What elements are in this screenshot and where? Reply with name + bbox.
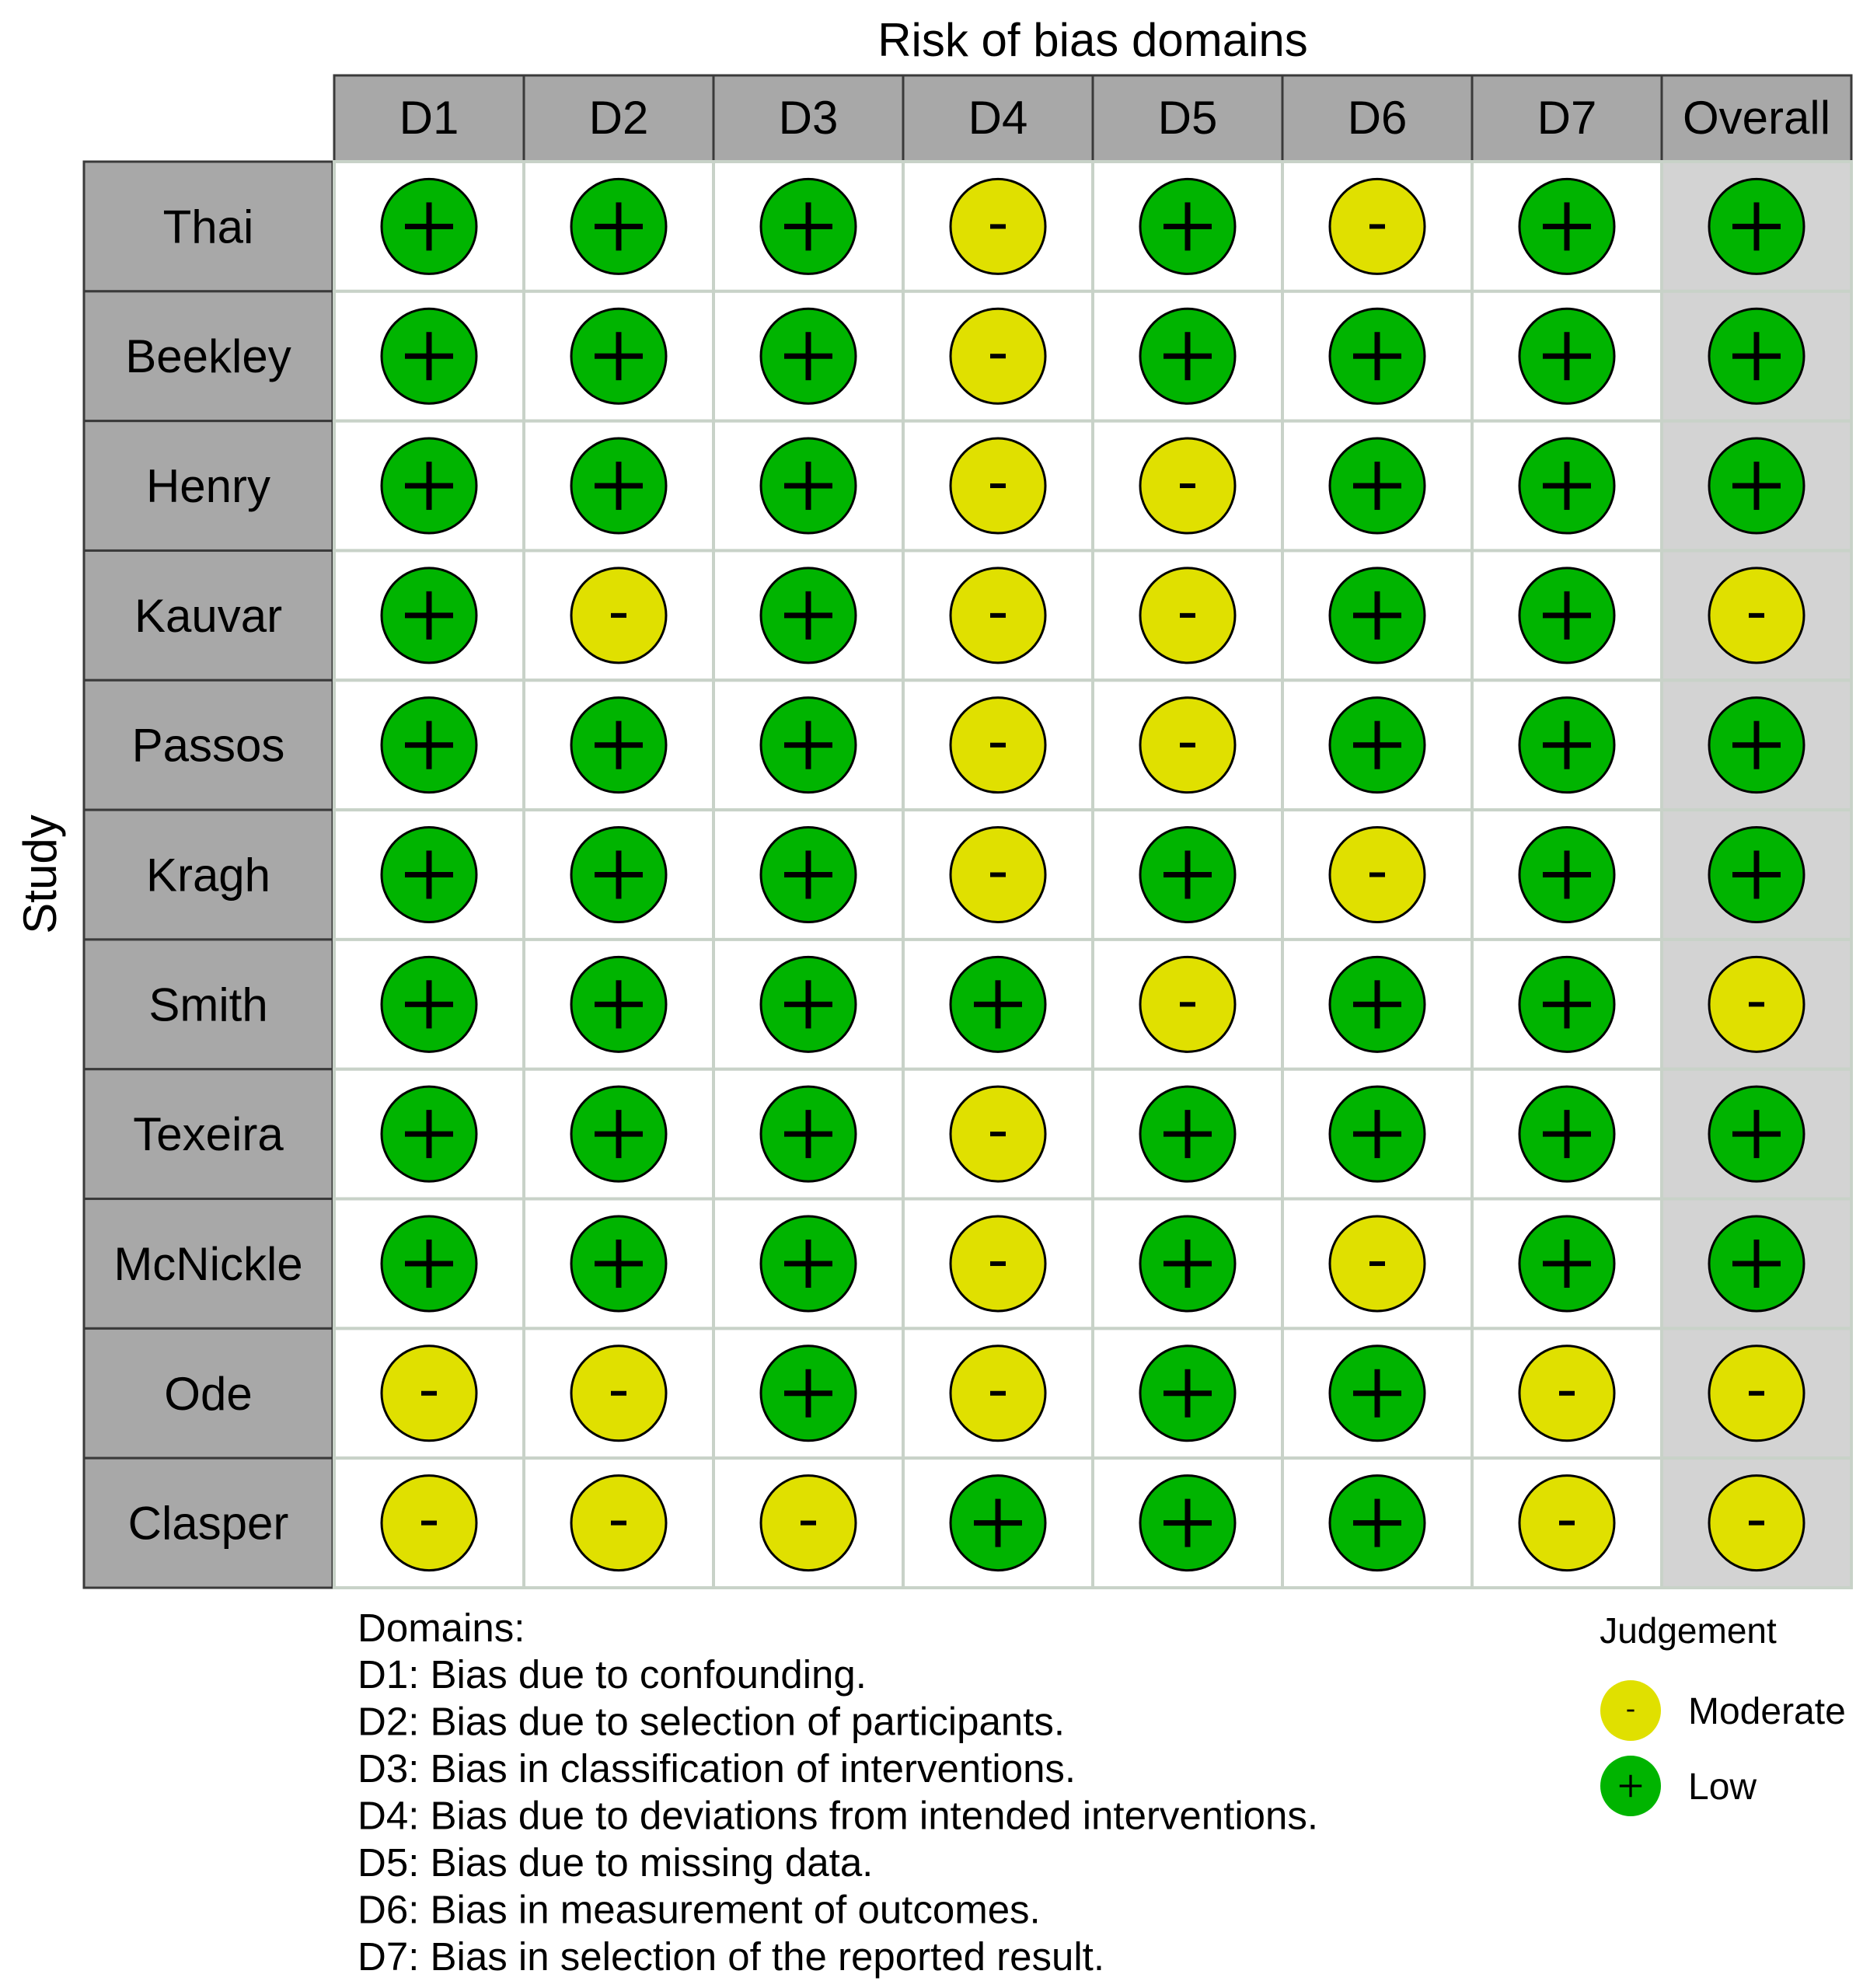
point-passos-d6-plus-v [1375,721,1380,769]
point-beekley-d6-plus-v [1375,332,1380,380]
row-headers [84,162,333,1588]
point-kauvar-overall-minus [1749,613,1764,618]
point-henry-d4-minus [990,483,1006,488]
column-header-d2: D2 [588,92,649,144]
column-headers [334,75,1851,162]
point-henry-d2-plus-v [616,462,622,510]
column-header-d4: D4 [968,92,1028,144]
point-kauvar-d6-plus-v [1375,591,1380,640]
point-texeira-d6-plus-v [1375,1110,1380,1158]
point-beekley-d3-plus-v [806,332,811,380]
domain-description-3: D3: Bias in classification of interventions. [358,1746,1076,1791]
point-clasper-d3-minus [801,1521,816,1526]
point-kauvar-d7-plus-v [1565,591,1570,640]
point-passos-d5-minus [1180,743,1195,748]
point-thai-d2-plus-v [616,202,622,250]
point-clasper-d5-plus-v [1185,1499,1191,1547]
point-texeira-d3-plus-v [806,1110,811,1158]
point-thai-d6-minus [1369,224,1385,228]
column-header-overall: Overall [1682,92,1831,144]
row-header-henry: Henry [145,460,271,513]
point-clasper-overall-minus [1749,1521,1764,1526]
point-clasper-d4-plus-v [996,1499,1001,1547]
row-header-passos: Passos [131,719,285,772]
legend-moderate-label: Moderate [1688,1691,1846,1732]
point-beekley-d2-plus-v [616,332,622,380]
row-header-beekley: Beekley [125,330,291,383]
row-header-ode: Ode [164,1367,253,1420]
point-texeira-d5-plus-v [1185,1110,1191,1158]
point-thai-d5-plus-v [1185,202,1191,250]
point-ode-d1-minus [421,1391,437,1396]
row-header-texeira: Texeira [133,1108,284,1161]
point-kauvar-d5-minus [1180,613,1195,618]
legend-moderate-swatch-minus [1627,1710,1634,1712]
point-thai-d4-minus [990,224,1006,228]
point-clasper-d2-minus [611,1521,626,1526]
point-kauvar-d4-minus [990,613,1006,618]
point-mcnickle-d4-minus [990,1261,1006,1266]
point-kragh-d6-minus [1369,873,1385,877]
column-header-d5: D5 [1157,92,1218,144]
row-header-thai: Thai [162,201,254,253]
column-header-d6: D6 [1347,92,1408,144]
point-passos-d2-plus-v [616,721,622,769]
point-henry-d6-plus-v [1375,462,1380,510]
point-kragh-d2-plus-v [616,851,622,899]
point-smith-d2-plus-v [616,980,622,1028]
domain-description-2: D2: Bias due to selection of participants. [358,1699,1066,1744]
point-kauvar-d2-minus [611,613,626,618]
point-kragh-d4-minus [990,873,1006,877]
point-kragh-d7-plus-v [1565,851,1570,899]
y-axis-label: Study [14,814,66,934]
point-henry-overall-plus-v [1754,462,1760,510]
point-thai-d3-plus-v [806,202,811,250]
legend-low-label: Low [1688,1767,1757,1808]
point-mcnickle-d7-plus-v [1565,1240,1570,1288]
chart-title: Risk of bias domains [877,14,1308,66]
point-thai-overall-plus-v [1754,202,1760,250]
point-texeira-overall-plus-v [1754,1110,1760,1158]
point-texeira-d7-plus-v [1565,1110,1570,1158]
row-header-kauvar: Kauvar [134,589,283,642]
column-header-d7: D7 [1537,92,1597,144]
legend-title: Judgement [1600,1610,1777,1651]
point-ode-d6-plus-v [1375,1369,1380,1418]
point-texeira-d1-plus-v [427,1110,432,1158]
point-kragh-d1-plus-v [427,851,432,899]
judgement-grid [334,162,1851,1588]
point-ode-d7-minus [1559,1391,1575,1396]
point-kragh-d3-plus-v [806,851,811,899]
point-beekley-d7-plus-v [1565,332,1570,380]
point-passos-d3-plus-v [806,721,811,769]
point-texeira-d2-plus-v [616,1110,622,1158]
row-header-smith: Smith [148,978,268,1031]
point-smith-d1-plus-v [427,980,432,1028]
point-mcnickle-overall-plus-v [1754,1240,1760,1288]
point-smith-d3-plus-v [806,980,811,1028]
point-mcnickle-d2-plus-v [616,1240,622,1288]
domain-description-5: D5: Bias due to missing data. [358,1840,874,1885]
legend-low-swatch-plus-v [1629,1775,1631,1797]
point-clasper-d7-minus [1559,1521,1575,1526]
domains-list [358,1606,1318,1979]
point-passos-d4-minus [990,743,1006,748]
point-smith-d5-minus [1180,1002,1195,1006]
point-henry-d5-minus [1180,483,1195,488]
row-header-kragh: Kragh [145,849,271,902]
point-mcnickle-d1-plus-v [427,1240,432,1288]
point-ode-d2-minus [611,1391,626,1396]
domain-description-6: D6: Bias in measurement of outcomes. [358,1887,1041,1932]
column-header-d1: D1 [399,92,459,144]
point-beekley-d5-plus-v [1185,332,1191,380]
point-ode-d4-minus [990,1391,1006,1396]
point-beekley-d4-minus [990,354,1006,358]
point-mcnickle-d6-minus [1369,1261,1385,1266]
domain-description-7: D7: Bias in selection of the reported result. [358,1934,1105,1979]
point-ode-d3-plus-v [806,1369,811,1418]
point-henry-d3-plus-v [806,462,811,510]
point-kauvar-d1-plus-v [427,591,432,640]
domains-heading: Domains: [358,1606,525,1650]
point-henry-d1-plus-v [427,462,432,510]
point-clasper-d1-minus [421,1521,437,1526]
point-ode-d5-plus-v [1185,1369,1191,1418]
column-header-d3: D3 [778,92,839,144]
point-passos-d7-plus-v [1565,721,1570,769]
point-beekley-overall-plus-v [1754,332,1760,380]
point-thai-d1-plus-v [427,202,432,250]
point-thai-d7-plus-v [1565,202,1570,250]
point-passos-d1-plus-v [427,721,432,769]
point-kauvar-d3-plus-v [806,591,811,640]
row-header-clasper: Clasper [127,1497,289,1550]
legend [1600,1610,1846,1816]
point-smith-d6-plus-v [1375,980,1380,1028]
point-beekley-d1-plus-v [427,332,432,380]
point-smith-d4-plus-v [996,980,1001,1028]
point-smith-d7-plus-v [1565,980,1570,1028]
point-smith-overall-minus [1749,1002,1764,1006]
point-ode-overall-minus [1749,1391,1764,1396]
point-texeira-d4-minus [990,1132,1006,1136]
point-henry-d7-plus-v [1565,462,1570,510]
row-header-mcnickle: McNickle [113,1237,303,1290]
point-passos-overall-plus-v [1754,721,1760,769]
point-mcnickle-d3-plus-v [806,1240,811,1288]
domain-description-4: D4: Bias due to deviations from intended interventions. [358,1793,1319,1838]
point-kragh-overall-plus-v [1754,851,1760,899]
point-kragh-d5-plus-v [1185,851,1191,899]
point-mcnickle-d5-plus-v [1185,1240,1191,1288]
domain-description-1: D1: Bias due to confounding. [358,1652,867,1697]
point-clasper-d6-plus-v [1375,1499,1380,1547]
